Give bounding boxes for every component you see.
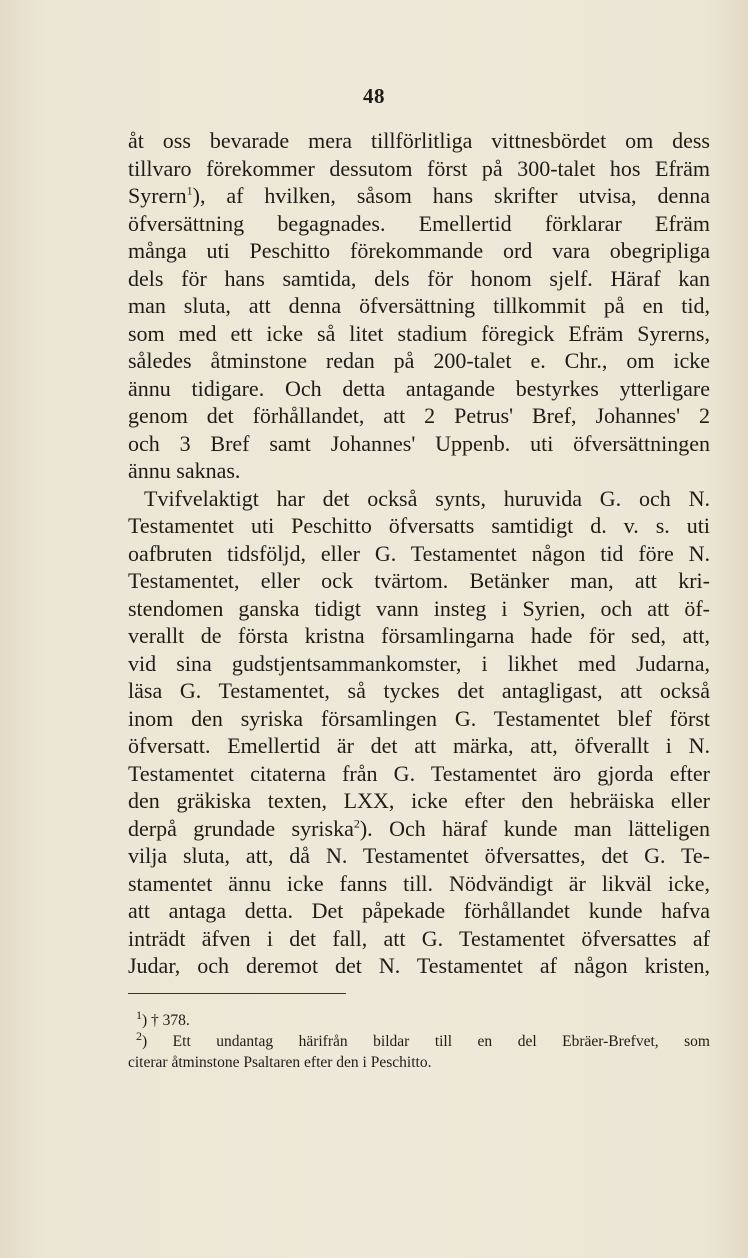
text-line: vilja sluta, att, då N. Testamentet öfversattes, det G. Te-: [128, 843, 710, 868]
text-line: åt oss bevarade mera tillförlitliga vittnesbördet om dess: [128, 128, 710, 153]
text-line: att antaga detta. Det påpekade förhållandet kunde hafva: [128, 898, 710, 923]
text-fragment: ). Och häraf kunde man lätteligen: [359, 815, 710, 841]
footnote-divider: [128, 993, 346, 994]
text-line: stendomen ganska tidigt vann insteg i Syrien, och att öf-: [128, 595, 710, 621]
text-line: [128, 182, 710, 210]
footnote-continuation: citerar åtminstone Psaltaren efter den i Peschitto.: [128, 1054, 432, 1071]
text-line: vid sina gudstjentsammankomster, i likhet med Judarna,: [128, 650, 710, 676]
text-line: inom den syriska församlingen G. Testamentet blef först: [128, 705, 710, 731]
text-line: ännu saknas.: [128, 458, 241, 483]
text-line: läsa G. Testamentet, så tyckes det antagligast, att också: [128, 678, 710, 703]
text-line: som med ett icke så litet stadium föregick Efräm Syrerns,: [128, 320, 710, 346]
text-line: Testamentet, eller ock tvärtom. Betänker man, att kri-: [128, 568, 710, 593]
text-fragment: ), af hvilken, såsom hans skrifter utvisa, denna: [192, 183, 710, 208]
footnote: [128, 1028, 710, 1052]
text-line: oafbruten tidsföljd, eller G. Testamentet någon tid före N.: [128, 540, 710, 566]
text-line: ännu tidigare. Och detta antagande bestyrkes ytterligare: [128, 375, 710, 401]
text-line: Judar, och deremot det N. Testamentet af någon kristen,: [128, 953, 710, 978]
footnote-mark: 1: [186, 183, 193, 198]
page-number: 48: [363, 84, 385, 108]
footnote: [128, 1007, 710, 1031]
text-line: öfversatt. Emellertid är det att märka, att, öfverallt i N.: [128, 733, 710, 758]
text-line: många uti Peschitto förekommande ord vara obegripliga: [128, 238, 710, 263]
footnote-number: 1: [136, 1007, 142, 1022]
text-line: Testamentet uti Peschitto öfversatts samtidigt d. v. s. uti: [128, 513, 710, 538]
text-line: [128, 815, 710, 843]
text-line: den gräkiska texten, LXX, icke efter den hebräiska eller: [128, 788, 710, 813]
text-line: inträdt äfven i det fall, att G. Testamentet öfversattes af: [128, 925, 710, 951]
text-line: man sluta, att denna öfversättning tillkommit på en tid,: [128, 293, 710, 318]
text-line: dels för hans samtida, dels för honom sjelf. Häraf kan: [128, 265, 710, 291]
text-line: Testamentet citaterna från G. Testamentet äro gjorda efter: [128, 760, 710, 786]
body-text: [128, 127, 710, 980]
footnote-text: ) Ett undantag härifrån bildar till en del Ebräer-Brefvet, som: [142, 1033, 710, 1050]
text-line: Tvifvelaktigt har det också synts, huruvida G. och N.: [144, 485, 710, 511]
footnotes: [128, 1007, 710, 1073]
text-line: stamentet ännu icke fanns till. Nödvändigt är likväl icke,: [128, 870, 710, 896]
text-fragment: Syrern: [128, 183, 187, 208]
text-line: således åtminstone redan på 200-talet e. Chr., om icke: [128, 348, 710, 373]
text-line: öfversättning begagnades. Emellertid förklarar Efräm: [128, 210, 710, 236]
text-fragment: derpå grundade syriska: [128, 815, 354, 841]
footnote-text: ) † 378.: [142, 1012, 190, 1029]
footnote-number: 2: [136, 1028, 142, 1043]
text-line: genom det förhållandet, att 2 Petrus' Bref, Johannes' 2: [128, 403, 710, 428]
text-line: och 3 Bref samt Johannes' Uppenb. uti öfversättningen: [128, 430, 710, 456]
text-line: verallt de första kristna församlingarna hade för sed, att,: [128, 623, 710, 648]
text-line: tillvaro förekommer dessutom först på 300-talet hos Efräm: [128, 155, 710, 181]
footnote-mark: 2: [353, 816, 360, 831]
